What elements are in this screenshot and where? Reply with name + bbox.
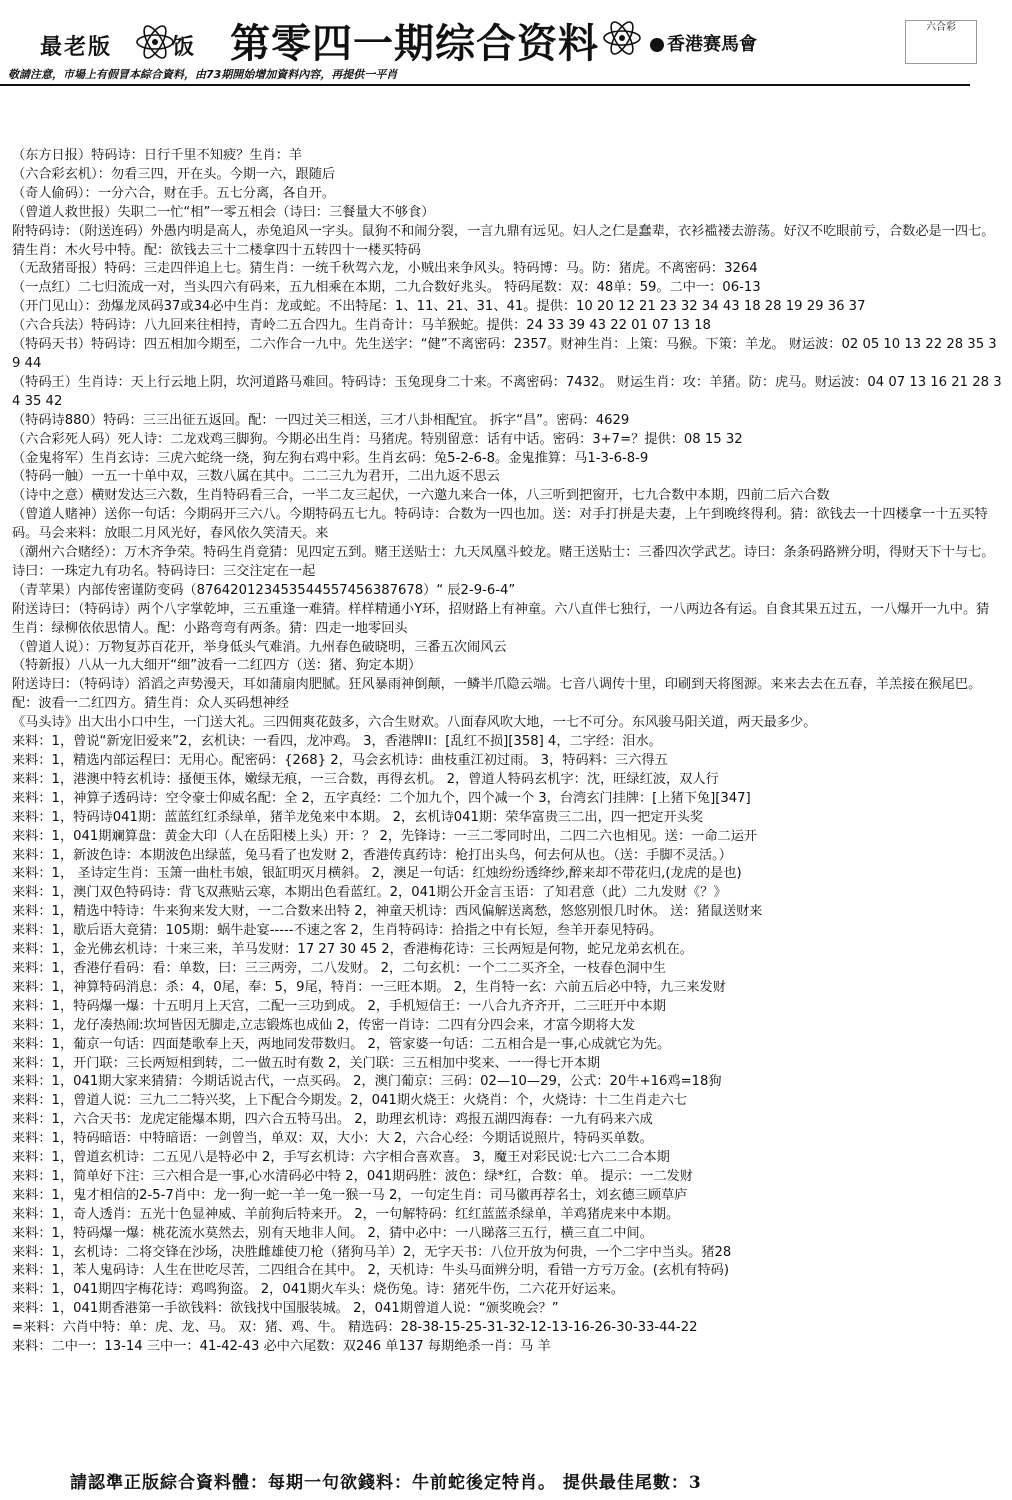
content-line: 来料：1，歇后语大竟猜：105期：蜗牛赴宴-----不速之客 2，生肖特码诗：拾指之中有长短，叁羊开泰见特码。 — [12, 923, 663, 939]
edition-suffix: 饭 — [172, 34, 197, 60]
content-line: （诗中之意）横财发达三六数，生肖特码看三合，一半二友三起伏，一六邀九来合一体，八三听到把窗开，七九合数中本期，四前二后六合数 — [12, 488, 830, 504]
content-line: （无敌猪哥报）特码：三走四伴追上七。猜生肖：一统千秋驾六龙，小贼出来争风头。特码博：马。防：猪虎。不离密码：3264 — [12, 261, 758, 277]
footer-note: 請認準正版綜合資料體：每期一句欲錢料：牛前蛇後定特肖。 提供最佳尾數：3 — [70, 1473, 702, 1493]
content-line: 来料：1， 圣诗定生肖：玉箫一曲杜韦娘，银缸明灭月横斜。 2，澳足一句话：红烛纷纷透绛纱,醉来却不带花归,(龙虎的是也) — [12, 866, 742, 882]
content-line: （东方日报）特码诗：日行千里不知疲？生肖：羊 — [12, 148, 303, 163]
content-line: =来料：六肖中特：单：虎、龙、马。 双：猪、鸡、牛。 精选码：28-38-15-25-31-32-12-13-16-26-30-33-44-22 — [12, 1320, 698, 1336]
content-line: 来料：1，金光佛玄机诗：十来三来，羊马发财：17 27 30 45 2，香港梅花诗：三长两短是何物，蛇兄龙弟玄机在。 — [12, 942, 693, 958]
content-line: 来料：1，特码暗语：中特暗语：一剑曾当，单双：双，大小：大 2，六合心经：今期话说照片，特码买单数。 — [12, 1131, 653, 1147]
atom-emblem-icon — [602, 18, 642, 58]
content-line: 来料：1，开门联：三长两短相到转，二一做五时有数 2，关门联：三五相加中奖来、一一得七开本期 — [12, 1055, 601, 1071]
content-line: 来料：1，龙仔凑热闹:坎坷皆因无脚走,立志锻炼也成仙 2，传密一肖诗：二四有分四会来，才富今期将大发 — [12, 1017, 636, 1033]
content-line: （特码天书）特码诗：四五相加今期至，二六作合一九中。先生送字：“健”不离密码：2357。财神生肖：上策：马猴。下策：羊龙。 财运波：02 05 10 13 22 28 35 39 44 — [12, 337, 997, 371]
content-line: 来料：1，041期大家来猜猜：今期话说古代，一点买码。 2，澳门葡京：三码：02—10—29，公式：20牛+16鸡=18狗 — [12, 1074, 722, 1090]
brand-text: 香港赛馬會 — [667, 34, 757, 55]
content-line: （曾道人救世报）失职二一忙“相”一零五相会（诗曰：三餐量大不够食） — [12, 204, 435, 220]
content-line: 附送诗曰：（特码诗）滔滔之声势漫天，耳如蒲扇肉肥腻。狂风暴雨神倒颠，一鳞半爪隐云端。七音八调传十里，印刷到天将图源。来来去去在五春，羊羔接在猴尾巴。 配：波看一二红四方。猜生肖：众人买码想神经 — [12, 677, 986, 712]
content-line: 来料：1，奇人透肖：五光十色显神威、羊前狗后特来开。 2，一句解特码：红红蓝蓝杀绿单，羊鸡猪虎来中本期。 — [12, 1206, 680, 1222]
content-line: 来料：1，精选中特诗：牛来狗来发大财，一二合数来出特 2，神童天机诗：西风偏解送离愁，悠悠别恨几时休。 送：猪鼠送财来 — [12, 904, 763, 920]
content-line: 来料：1，041期四字梅花诗：鸡鸣狗盗。 2，041期火车头：烧伤兔。诗：猪死牛伤，二六花开好运来。 — [12, 1282, 624, 1298]
content-line: 来料：1，鬼才相信的2-5-7肖中：龙一狗一蛇一羊一兔一猴一马 2，一句定生肖：司马徽再荐名士，刘玄德三顾草庐 — [12, 1187, 688, 1203]
content-line: （曾道人赌神）送你一句话：今期码开三六八。今期特码五七九。特码诗：合数为一四也加。送：对手打拼是夫妻，上午到晚终得利。猜：欲钱去一十四楼拿一十五买特码。马会来料：放眼二月风光好，春风依久笑清天。来 — [12, 507, 988, 542]
content-line: （六合彩死人码）死人诗：二龙戏鸡三脚狗。今期必出生肖：马猪虎。特别留意：话有中话。密码：3+7=？提供：08 15 32 — [12, 431, 743, 447]
content-line: 附特码诗：（附送连码）外愚内明是高人，赤兔追风一字头。鼠狗不和闹分裂，一言九鼎有远见。妇人之仁是蠢辈，衣衫褴褛去游荡。好汉不吃眼前亏，合数必是一四七。猜生肖：木火号中特。配：欲钱去三十二楼拿四十五转四十一楼买特码 — [12, 223, 995, 258]
content-line: 来料：1，特码爆一爆：桃花流水莫然去，别有天地非人间。 2，猜中必中：一八睇落三五行，横三直二中间。 — [12, 1225, 653, 1241]
content-line: （奇人偷码）：一分六合，财在手。五七分离，各自开。 — [12, 185, 336, 201]
content-line: 来料：二中一：13-14 三中一：41-42-43 必中六尾数：双246 单137 每期绝杀一肖：马 羊 — [12, 1339, 551, 1355]
content-line: 来料：1，六合天书：龙虎定能爆本期，四六合五特马出。 2，助理玄机诗：鸡报五湖四海春：一九有码来六成 — [12, 1112, 653, 1128]
content-line: （潮州六合赌经）：万木齐争荣。特码生肖竟猜：见四定五到。赌王送贴士：九天凤凰斗蛟龙。赌王送贴士：三番四次学武艺。诗曰：条条码路辨分明，得财天下十与七。 诗曰：一珠定九有功名。特码诗曰：三交注定在一起 — [12, 545, 999, 579]
content-line: （金鬼将军）生肖玄诗：三虎六蛇绕一绕，狗左狗右鸡中彩。生肖玄码：兔5-2-6-8。金鬼推算：马1-3-6-8-9 — [12, 450, 649, 466]
content-line: 来料：1，新波色诗：本期波色出绿蓝，兔马看了也发财 2，香港传真药诗：枪打出头鸟，何去何从也。（送：手脚不灵活。） — [12, 847, 732, 863]
page-title: 第零四一期综合资料 — [230, 20, 599, 67]
content-line: 来料：1，曾道人说：三九二二特兴奖，上下配合今期发。2，041期火烧王：火烧肖：个，火烧诗：十二生肖走六七 — [12, 1093, 687, 1109]
brand-name — [650, 30, 757, 56]
content-line: （一点红）二七归流成一对，当头四六有码来，五九相乘在本期，二九合数好兆头。 特码尾数：双：48单：59。二中一：06-13 — [12, 280, 761, 296]
content-line: 来料：1，神算特码消息：杀：4，0尾，奉：5，9尾，特肖：一三旺本期。 2，生肖特一玄：六前五后必中特，九三来发财 — [12, 979, 726, 995]
content-line: 来料：1，041期香港第一手欲钱料：欲钱找中国服装城。 2，041期曾道人说：“颁奖晚会？” — [12, 1301, 559, 1317]
lottery-logo-text: 六合彩 — [926, 22, 956, 33]
content-line: 来料：1，特码爆一爆：十五明月上天宫，二配一三功到成。 2，手机短信王：一八合九齐齐开，二三旺开中本期 — [12, 998, 666, 1014]
content-line: 来料：1，香港仔看码：看：单数，曰：三三两旁，二八发财。 2，二句玄机：一个二二买齐全，一枝春色洞中生 — [12, 960, 666, 976]
content-line: （青苹果）内部传密谨防变码（876420123453544557456387678）“ 辰2-9-6-4” — [12, 582, 516, 598]
header — [0, 0, 1012, 95]
brand-dot-icon — [650, 38, 664, 52]
notice-banner: 敬請注意，市場上有假冒本綜合資料，由73期開始增加資料內容，再提供一平肖 — [8, 68, 398, 81]
header-divider — [0, 84, 970, 86]
content-line: （六合彩玄机）：勿看三四，开在头。今期一六，跟随后 — [12, 166, 336, 182]
content-line: 来料：1，简单好下注：三六相合是一事,心水清码必中特 2，041期码胜：波色：绿*红，合数：单。 提示：一二发财 — [12, 1168, 693, 1184]
content-line: 来料：1，葡京一句话：四面楚歌奉上天，两地同发带数归。 2，管家婆一句话：二五相合是一事,心成就它为先。 — [12, 1036, 671, 1052]
content-line: 附送诗曰：（特码诗）两个八字掌乾坤，三五重逢一难猜。样样精通小Y环，招财路上有神童。六八直伴七独行，一八两边各有运。自食其果五过五，一八爆开一九中。猜生肖：绿柳依依思情人。配：小路弯弯有两条。猜：四走一地零回头 — [12, 601, 990, 636]
content-line: 《马头诗》出大出小口中生，一门送大礼。三四佣爽花鼓多，六合生财欢。八面春风吹大地，一七不可分。东风骏马阳关道，两天最多少。 — [12, 715, 817, 731]
content-line: 来料：1，041期斓算盘：黄金大印（人在岳阳楼上头）开：？ 2，先锋诗：一三二零同时出，二四二六也相见。送：一命二运开 — [12, 828, 758, 844]
content-line: （特新报）八从一九大细开“细”波看一二红四方（送：猪、狗定本期） — [12, 658, 422, 674]
content-line: 来料：1，曾道玄机诗：二五见八是特必中 2，手写玄机诗：六字相合喜欢喜。 3，魔王对彩民说:七六二二合本期 — [12, 1150, 670, 1166]
edition-text: 最老版 — [40, 34, 113, 60]
content-line: 来料：1，港澳中特玄机诗：搔便玉体，嫩绿无痕，一三合数，再得玄机。 2，曾道人特码玄机字：沈，旺绿红波，双人行 — [12, 771, 719, 787]
lottery-logo — [905, 20, 977, 64]
content-line: （特码诗880）特码：三三出征五返回。配：一四过关三相送，三才八卦相配宜。 拆字“昌”。密码：4629 — [12, 412, 630, 428]
content-line: 来料：1，神算子透码诗：空令豪士仰威名配：全 2，五字真经：二个加九个，四个减一个 3，台湾玄门挂牌：[上猪下兔][347] — [12, 790, 751, 806]
content-line: 来料：1，精选内部运程曰：无用心。配密码：{268} 2，马会玄机诗：曲枝重江初过雨。 3，特码料：三六得五 — [12, 753, 668, 768]
content-line: 来料：1，苯人鬼码诗：人生在世吃尽苦，二四组合在其中。 2，天机诗：牛头马面辨分明，看错一方亏万金。(玄机有特码) — [12, 1263, 730, 1279]
content-line: 来料：1，澳门双色特码诗：背飞双燕贴云寒，本期出色看蓝红。2，041期公开金言玉语：了知君意（此）二九发财《？》 — [12, 885, 727, 901]
content-line: （特码一触）一五一十单中双，三数八属在其中。二二三九为君开，二出九返不思云 — [12, 469, 500, 485]
content-body — [12, 147, 1002, 1357]
atom-emblem-icon — [135, 22, 175, 62]
content-line: （开门见山）：劲爆龙凤码37或34必中生肖：龙或蛇。不出特尾：1、11、21、31、41。提供：10 20 12 21 23 32 34 43 18 28 19 29 36 37 — [12, 299, 866, 315]
content-line: （特码王）生肖诗：天上行云地上阴，坎河道路马难回。特码诗：玉兔现身二十来。不离密码：7432。 财运生肖：攻：羊猪。防：虎马。财运波：04 07 13 16 21 28 34 35 42 — [12, 374, 1002, 409]
content-line: （曾道人说）：万物复苏百花开，举身低头气难消。九州春色破晓明，三番五次闹风云 — [12, 639, 507, 655]
content-line: 来料：1，曾说“新宠旧爱来”2，玄机诀：一看四，龙冲鸡。 3，香港牌II：[乱红不损][358] 4，二字经：泪水。 — [12, 734, 662, 750]
content-line: 来料：1，特码诗041期：蓝蓝红红杀绿单，猪羊龙兔来中本期。 2，玄机诗041期：荣华富贵三二出，四一把定开头奖 — [12, 809, 704, 825]
content-line: （六合兵法）特码诗：八九回来往相持，青岭二五合四九。生肖奇计：马羊猴蛇。提供：24 33 39 43 22 01 07 13 18 — [12, 318, 711, 334]
content-line: 来料：1，玄机诗：二将交锋在沙场，决胜雌雄使刀枪（猪狗马羊）2，无字天书：八位开放为何贵，一个二字中当头。猪28 — [12, 1244, 732, 1260]
